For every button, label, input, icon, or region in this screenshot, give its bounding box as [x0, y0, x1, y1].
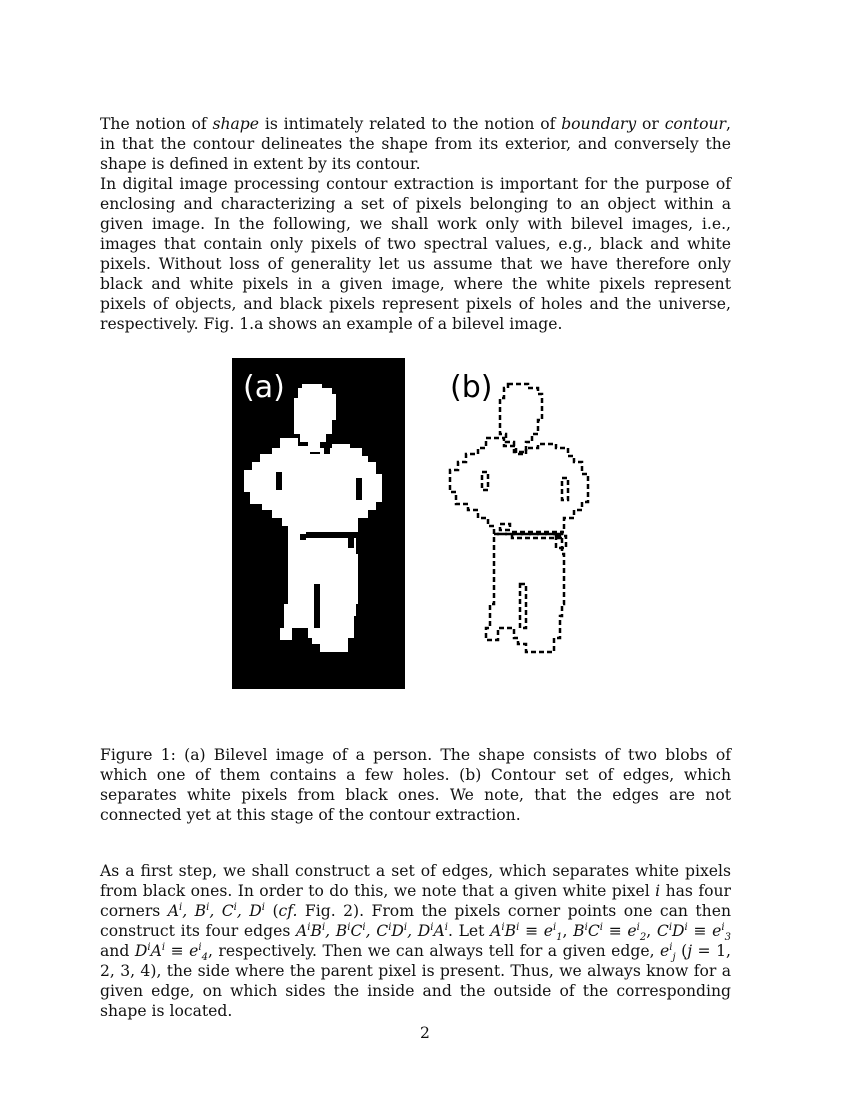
contour-extraction-paragraph: In digital image processing contour extraction is important for the purpose of enclosing and characterizing a set of pixels belonging to an object within a given image. In the following, we shall work only with bilevel images, i.e., images that contain only pixels of two spectral values, e.g., black and white pixels. Without loss of generality let us assume that we have therefore only black and white pixels in a given image, where the white pixels represent pixels of objects, and black pixels represent pixels of holes and the universe, respectively. Fig. 1.a shows an example of a bilevel image. [100, 175, 731, 333]
contour-edges-image [438, 358, 628, 689]
edges-paragraph: As a first step, we shall construct a set of edges, which separates white pixels from black ones. In order to do this, we note that a given white pixel i has four corners $A^i$, $B^i$, $C^i$, $D^i$ (cf. Fig. 2). From the pixels corner points one can then construct its four edges $A^iB^i$, $B^iC^i$, $C^iD^i$, $D^iA^i$. Let $A^iB^i \equiv e^i_1$, $B^iC^i \equiv e^i_2$, $C^iD^i \equiv e^i_3$ and $D^iA^i \equiv e^i_4$, respectively. Then we can always tell for a given edge, $e^i_j$ (j = 1, 2, 3, 4), the side where the parent pixel is present. Thus, we always know for a given edge, on which sides the inside and the outside of the corresponding shape is located. [100, 862, 732, 1020]
bilevel-person-image [232, 358, 405, 689]
figure-label-a: (a) [243, 370, 285, 405]
intro-paragraph: The notion of shape is intimately related to the notion of boundary or contour, in that the contour delineates the shape from its exterior, and conversely the shape is defined in extent by its contour. [100, 115, 731, 173]
page-number: 2 [420, 1024, 430, 1042]
figure-label-b: (b) [450, 370, 493, 405]
figure-caption: Figure 1: (a) Bilevel image of a person. The shape consists of two blobs of which one of them contains a few holes. (b) Contour set of edges, which separates white pixels from black ones. We note, that the edges are not connected yet at this stage of the contour extraction. [100, 746, 731, 824]
